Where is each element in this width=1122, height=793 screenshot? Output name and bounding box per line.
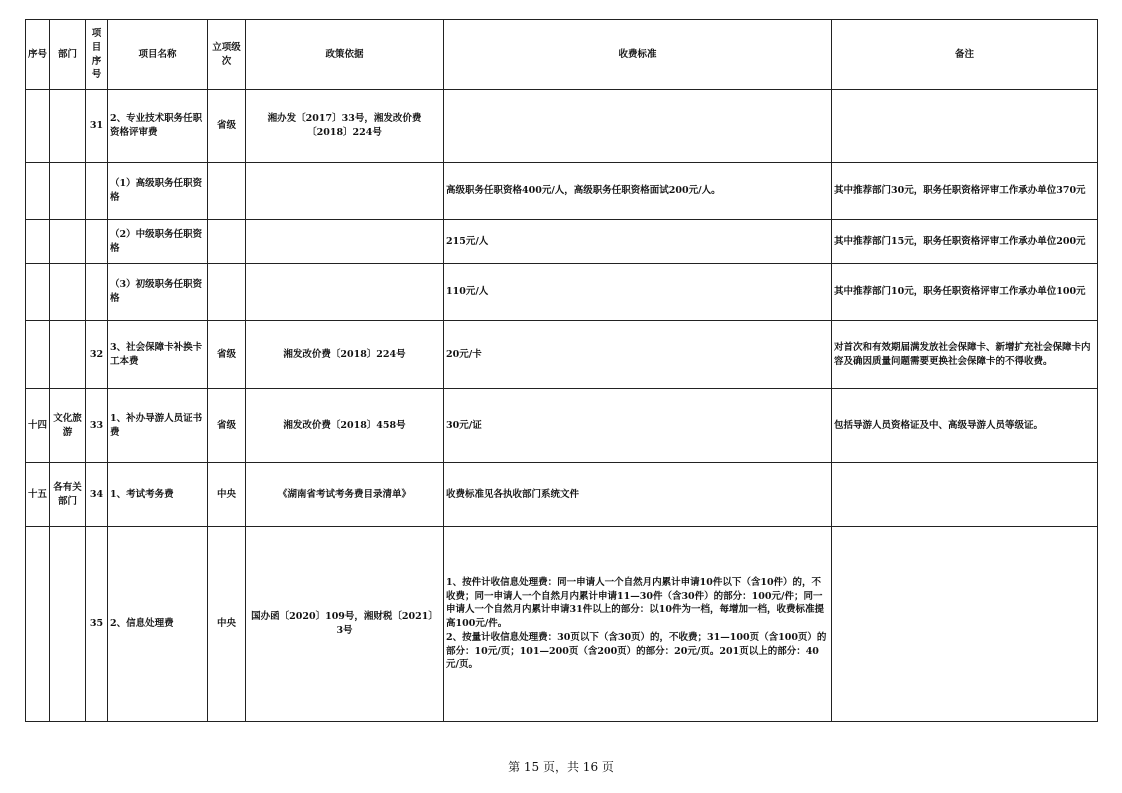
cell-remark: 对首次和有效期届满发放社会保障卡、新增扩充社会保障卡内容及确因质量问题需要更换社会保障卡的不得收费。 xyxy=(832,321,1098,389)
cell-seq xyxy=(26,527,50,722)
table-row xyxy=(26,264,1098,321)
cell-item-seq: 31 xyxy=(86,90,108,163)
cell-standard: 30元/证 xyxy=(444,389,832,463)
header-row xyxy=(26,20,1098,90)
header-remark: 备注 xyxy=(832,20,1098,90)
cell-level: 中央 xyxy=(208,463,246,527)
cell-item-seq xyxy=(86,264,108,321)
cell-level xyxy=(208,163,246,220)
cell-item-name: 2、信息处理费 xyxy=(108,527,208,722)
cell-seq xyxy=(26,90,50,163)
header-seq: 序号 xyxy=(26,20,50,90)
cell-dept: 各有关部门 xyxy=(50,463,86,527)
cell-item-name: （3）初级职务任职资格 xyxy=(108,264,208,321)
cell-remark: 包括导游人员资格证及中、高级导游人员等级证。 xyxy=(832,389,1098,463)
cell-remark xyxy=(832,90,1098,163)
cell-standard: 110元/人 xyxy=(444,264,832,321)
cell-item-seq: 34 xyxy=(86,463,108,527)
cell-dept xyxy=(50,264,86,321)
cell-level: 省级 xyxy=(208,90,246,163)
fee-table xyxy=(25,19,1098,722)
cell-remark xyxy=(832,463,1098,527)
page-number: 第 15 页，共 16 页 xyxy=(508,760,614,774)
cell-standard: 20元/卡 xyxy=(444,321,832,389)
cell-seq xyxy=(26,321,50,389)
cell-item-name: 1、考试考务费 xyxy=(108,463,208,527)
cell-basis: 国办函〔2020〕109号，湘财税〔2021〕3号 xyxy=(246,527,444,722)
cell-item-seq: 33 xyxy=(86,389,108,463)
cell-level: 省级 xyxy=(208,321,246,389)
cell-remark xyxy=(832,527,1098,722)
cell-item-seq: 32 xyxy=(86,321,108,389)
cell-seq xyxy=(26,163,50,220)
cell-item-name: （2）中级职务任职资格 xyxy=(108,220,208,264)
cell-seq: 十五 xyxy=(26,463,50,527)
cell-item-seq xyxy=(86,163,108,220)
cell-basis: 《湖南省考试考务费目录清单》 xyxy=(246,463,444,527)
cell-seq: 十四 xyxy=(26,389,50,463)
cell-item-name: （1）高级职务任职资格 xyxy=(108,163,208,220)
cell-seq xyxy=(26,264,50,321)
cell-remark: 其中推荐部门30元，职务任职资格评审工作承办单位370元 xyxy=(832,163,1098,220)
cell-level xyxy=(208,264,246,321)
table-row xyxy=(26,220,1098,264)
cell-dept: 文化旅游 xyxy=(50,389,86,463)
cell-basis xyxy=(246,264,444,321)
cell-dept xyxy=(50,220,86,264)
table-row xyxy=(26,389,1098,463)
header-basis: 政策依据 xyxy=(246,20,444,90)
cell-standard: 215元/人 xyxy=(444,220,832,264)
table-row xyxy=(26,90,1098,163)
header-standard: 收费标准 xyxy=(444,20,832,90)
cell-remark: 其中推荐部门10元，职务任职资格评审工作承办单位100元 xyxy=(832,264,1098,321)
cell-remark: 其中推荐部门15元，职务任职资格评审工作承办单位200元 xyxy=(832,220,1098,264)
header-item-seq: 项目序号 xyxy=(86,20,108,90)
cell-item-seq xyxy=(86,220,108,264)
cell-standard: 高级职务任职资格400元/人，高级职务任职资格面试200元/人。 xyxy=(444,163,832,220)
table-row xyxy=(26,463,1098,527)
table-row xyxy=(26,163,1098,220)
cell-dept xyxy=(50,321,86,389)
cell-dept xyxy=(50,90,86,163)
cell-level: 中央 xyxy=(208,527,246,722)
header-level: 立项级次 xyxy=(208,20,246,90)
cell-basis: 湘发改价费〔2018〕224号 xyxy=(246,321,444,389)
cell-level xyxy=(208,220,246,264)
cell-basis: 湘发改价费〔2018〕458号 xyxy=(246,389,444,463)
cell-basis: 湘办发〔2017〕33号，湘发改价费〔2018〕224号 xyxy=(246,90,444,163)
cell-standard xyxy=(444,90,832,163)
header-item-name: 项目名称 xyxy=(108,20,208,90)
cell-basis xyxy=(246,163,444,220)
table-row xyxy=(26,321,1098,389)
cell-dept xyxy=(50,163,86,220)
cell-item-seq: 35 xyxy=(86,527,108,722)
table-row xyxy=(26,527,1098,722)
cell-level: 省级 xyxy=(208,389,246,463)
cell-item-name: 2、专业技术职务任职资格评审费 xyxy=(108,90,208,163)
cell-standard: 收费标准见各执收部门系统文件 xyxy=(444,463,832,527)
cell-basis xyxy=(246,220,444,264)
cell-item-name: 1、补办导游人员证书费 xyxy=(108,389,208,463)
cell-item-name: 3、社会保障卡补换卡工本费 xyxy=(108,321,208,389)
cell-seq xyxy=(26,220,50,264)
cell-standard: 1、按件计收信息处理费：同一申请人一个自然月内累计申请10件以下（含10件）的，不收费；同一申请人一个自然月内累计申请11—30件（含30件）的部分：100元/件；同一申请人一个自然月内累计申请31件以上的部分：以10件为一档，每增加一档，收费标准提高100元/件。 2、按量计收信息处理费：30页以下（含30页）的，不收费；31—100页（含100页）的部分：10元/页；101—200页（含200页）的部分：20元/页。201页以上的部分：40元/页。 xyxy=(444,527,832,722)
cell-dept xyxy=(50,527,86,722)
header-dept: 部门 xyxy=(50,20,86,90)
